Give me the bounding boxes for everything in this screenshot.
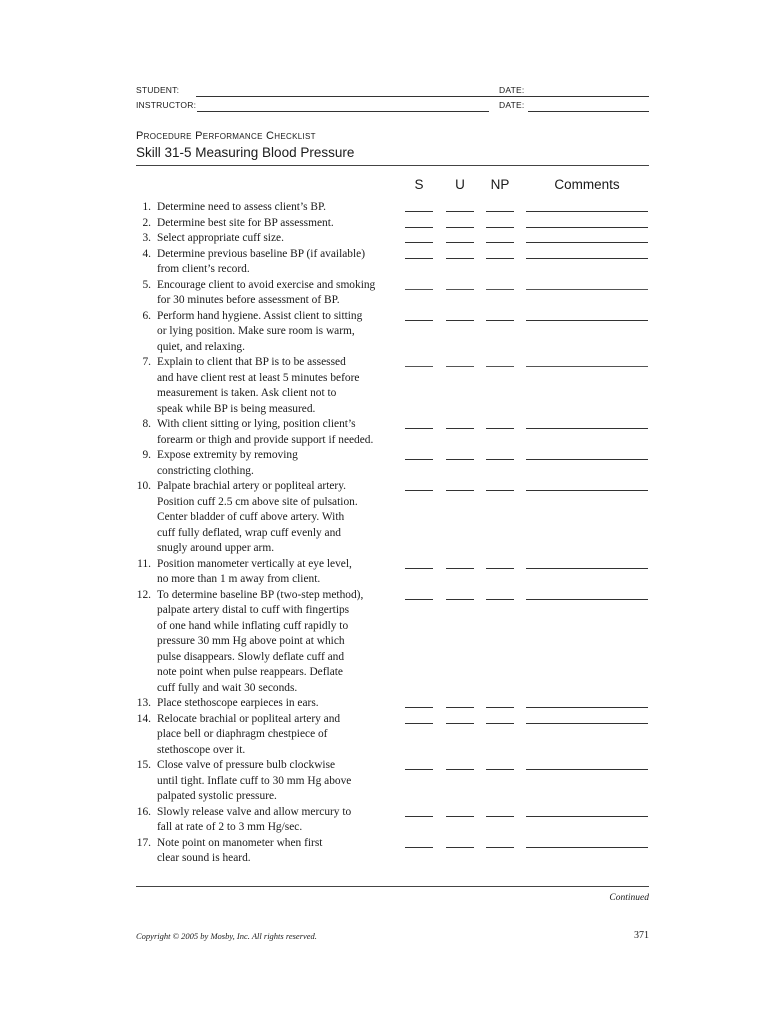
- step-text: [157, 805, 407, 836]
- step-text-line: Determine best site for BP assessment.: [157, 216, 334, 229]
- u-blank[interactable]: [446, 568, 474, 569]
- step-number: 3.: [142, 232, 151, 244]
- np-blank[interactable]: [486, 289, 514, 290]
- step-text-line: Position manometer vertically at eye level,: [157, 557, 352, 570]
- checklist-step: [130, 479, 405, 557]
- step-number: 12.: [136, 588, 151, 601]
- s-blank[interactable]: [405, 707, 433, 708]
- step-text-line: Encourage client to avoid exercise and smoking: [157, 278, 376, 291]
- step-text-line: palpate artery distal to cuff with fingertips: [157, 604, 350, 616]
- s-blank[interactable]: [405, 211, 433, 212]
- footer-rule: [136, 886, 649, 887]
- date-field-2[interactable]: [528, 111, 649, 112]
- step-text-line: Palpate brachial artery or popliteal artery.: [157, 480, 347, 492]
- s-blank[interactable]: [405, 227, 433, 228]
- s-blank[interactable]: [405, 459, 433, 460]
- comments-blank[interactable]: [526, 289, 648, 290]
- step-text: [157, 216, 407, 232]
- s-blank[interactable]: [405, 289, 433, 290]
- step-text: [157, 278, 407, 309]
- s-blank[interactable]: [405, 320, 433, 321]
- step-text-line: from client’s record.: [157, 263, 250, 275]
- step-text-line: palpated systolic pressure.: [157, 790, 277, 802]
- np-blank[interactable]: [486, 490, 514, 491]
- instructor-row: [136, 100, 649, 114]
- step-text-line: of one hand while inflating cuff rapidly to: [157, 619, 349, 632]
- u-blank[interactable]: [446, 366, 474, 367]
- step-number: 5.: [142, 278, 151, 291]
- comments-blank[interactable]: [526, 599, 648, 600]
- checklist-step: [130, 231, 405, 247]
- checklist-step: [130, 247, 405, 278]
- step-text: [157, 588, 407, 697]
- checklist-step: [130, 355, 405, 417]
- comments-blank[interactable]: [526, 847, 648, 848]
- step-text-line: Position cuff 2.5 cm above site of pulsation.: [157, 495, 358, 508]
- checklist-step: [130, 557, 405, 588]
- np-blank[interactable]: [486, 707, 514, 708]
- step-text-line: cuff fully deflated, wrap cuff evenly and: [157, 526, 341, 539]
- step-number: 14.: [136, 712, 151, 725]
- step-number: 4.: [142, 247, 151, 260]
- comments-blank[interactable]: [526, 459, 648, 460]
- comments-blank[interactable]: [526, 723, 648, 724]
- checklist-step: [130, 448, 405, 479]
- step-text-line: Relocate brachial or popliteal artery and: [157, 712, 341, 725]
- continued-note: Continued: [609, 893, 649, 903]
- page-number: 371: [634, 930, 649, 941]
- date-field-1[interactable]: [528, 96, 649, 97]
- step-text-line: Expose extremity by removing: [157, 449, 298, 461]
- u-blank[interactable]: [446, 769, 474, 770]
- step-number: 6.: [142, 309, 151, 322]
- step-text-line: snugly around upper arm.: [157, 542, 275, 554]
- s-blank[interactable]: [405, 723, 433, 724]
- checklist-step: [130, 696, 405, 712]
- step-number: 13.: [136, 697, 151, 709]
- step-text: [157, 417, 407, 448]
- title-rule: [136, 165, 649, 166]
- checklist-step: [130, 309, 405, 356]
- u-blank[interactable]: [446, 258, 474, 259]
- column-header-np: NP: [490, 177, 510, 192]
- checklist-kicker: Procedure Performance Checklist: [136, 130, 316, 142]
- step-text-line: Slowly release valve and allow mercury to: [157, 805, 352, 818]
- u-blank[interactable]: [446, 707, 474, 708]
- step-text-line: Center bladder of cuff above artery. With: [157, 511, 345, 523]
- step-text-line: until tight. Inflate cuff to 30 mm Hg above: [157, 774, 352, 787]
- np-blank[interactable]: [486, 816, 514, 817]
- step-text-line: Determine need to assess client’s BP.: [157, 201, 326, 213]
- step-text: [157, 758, 407, 805]
- u-blank[interactable]: [446, 599, 474, 600]
- np-blank[interactable]: [486, 568, 514, 569]
- s-blank[interactable]: [405, 599, 433, 600]
- u-blank[interactable]: [446, 289, 474, 290]
- comments-blank[interactable]: [526, 258, 648, 259]
- np-blank[interactable]: [486, 211, 514, 212]
- step-text-line: Explain to client that BP is to be assessed: [157, 356, 346, 368]
- u-blank[interactable]: [446, 459, 474, 460]
- date-label-1: DATE:: [499, 85, 525, 95]
- np-blank[interactable]: [486, 242, 514, 243]
- step-text-line: To determine baseline BP (two-step method),: [157, 588, 364, 601]
- np-blank[interactable]: [486, 459, 514, 460]
- step-number: 1.: [142, 201, 151, 213]
- student-row: [136, 85, 649, 99]
- step-text: [157, 309, 407, 356]
- u-blank[interactable]: [446, 320, 474, 321]
- step-text-line: forearm or thigh and provide support if needed.: [157, 433, 374, 446]
- u-blank[interactable]: [446, 227, 474, 228]
- s-blank[interactable]: [405, 490, 433, 491]
- step-text-line: measurement is taken. Ask client not to: [157, 387, 337, 399]
- step-text-line: or lying position. Make sure room is warm,: [157, 325, 355, 337]
- step-text-line: quiet, and relaxing.: [157, 340, 245, 353]
- column-header-comments: Comments: [554, 177, 620, 192]
- step-number: 9.: [142, 449, 151, 461]
- comments-blank[interactable]: [526, 227, 648, 228]
- step-text-line: stethoscope over it.: [157, 743, 246, 756]
- step-number: 2.: [142, 216, 151, 229]
- comments-blank[interactable]: [526, 428, 648, 429]
- np-blank[interactable]: [486, 227, 514, 228]
- s-blank[interactable]: [405, 242, 433, 243]
- np-blank[interactable]: [486, 320, 514, 321]
- s-blank[interactable]: [405, 366, 433, 367]
- column-header-s: S: [414, 177, 424, 192]
- np-blank[interactable]: [486, 847, 514, 848]
- checklist-step: [130, 805, 405, 836]
- comments-blank[interactable]: [526, 816, 648, 817]
- comments-blank[interactable]: [526, 320, 648, 321]
- np-blank[interactable]: [486, 723, 514, 724]
- checklist-step: [130, 216, 405, 232]
- step-text-line: With client sitting or lying, position client’s: [157, 418, 356, 430]
- comments-blank[interactable]: [526, 242, 648, 243]
- student-label: STUDENT:: [136, 85, 180, 95]
- np-blank[interactable]: [486, 366, 514, 367]
- step-text-line: Perform hand hygiene. Assist client to sitting: [157, 309, 363, 322]
- step-text-line: fall at rate of 2 to 3 mm Hg/sec.: [157, 821, 303, 833]
- checklist-step: [130, 588, 405, 697]
- step-text-line: pulse disappears. Slowly deflate cuff and: [157, 650, 345, 663]
- s-blank[interactable]: [405, 847, 433, 848]
- u-blank[interactable]: [446, 723, 474, 724]
- s-blank[interactable]: [405, 568, 433, 569]
- step-text-line: place bell or diaphragm chestpiece of: [157, 728, 328, 740]
- u-blank[interactable]: [446, 490, 474, 491]
- step-text-line: constricting clothing.: [157, 464, 254, 477]
- step-text-line: Note point on manometer when first: [157, 836, 323, 849]
- instructor-field[interactable]: [197, 111, 489, 112]
- step-text-line: Close valve of pressure bulb clockwise: [157, 759, 336, 771]
- step-text-line: and have client rest at least 5 minutes before: [157, 371, 360, 384]
- checklist-step: [130, 836, 405, 867]
- step-text: [157, 200, 407, 216]
- comments-blank[interactable]: [526, 769, 648, 770]
- step-text-line: cuff fully and wait 30 seconds.: [157, 681, 298, 694]
- skill-title: Skill 31-5 Measuring Blood Pressure: [136, 145, 355, 160]
- step-number: 10.: [136, 480, 151, 492]
- step-number: 8.: [142, 418, 151, 430]
- step-text-line: no more than 1 m away from client.: [157, 573, 321, 585]
- date-label-2: DATE:: [499, 100, 525, 110]
- step-text: [157, 448, 407, 479]
- u-blank[interactable]: [446, 211, 474, 212]
- np-blank[interactable]: [486, 599, 514, 600]
- u-blank[interactable]: [446, 242, 474, 243]
- step-text: [157, 696, 407, 712]
- checklist-step: [130, 278, 405, 309]
- step-text: [157, 836, 407, 867]
- step-text: [157, 557, 407, 588]
- step-text: [157, 479, 407, 557]
- checklist-step: [130, 417, 405, 448]
- s-blank[interactable]: [405, 816, 433, 817]
- s-blank[interactable]: [405, 428, 433, 429]
- column-header-u: U: [455, 177, 465, 192]
- comments-blank[interactable]: [526, 568, 648, 569]
- comments-blank[interactable]: [526, 366, 648, 367]
- s-blank[interactable]: [405, 769, 433, 770]
- u-blank[interactable]: [446, 847, 474, 848]
- np-blank[interactable]: [486, 769, 514, 770]
- step-text-line: for 30 minutes before assessment of BP.: [157, 294, 340, 306]
- step-text-line: Determine previous baseline BP (if available): [157, 247, 366, 260]
- step-text-line: note point when pulse reappears. Deflate: [157, 666, 343, 678]
- step-number: 15.: [136, 759, 151, 771]
- step-text: [157, 355, 407, 417]
- step-number: 17.: [136, 836, 151, 849]
- checklist-step: [130, 200, 405, 216]
- step-text-line: pressure 30 mm Hg above point at which: [157, 635, 345, 647]
- step-number: 16.: [136, 805, 151, 818]
- step-text-line: Select appropriate cuff size.: [157, 232, 284, 244]
- instructor-label: INSTRUCTOR:: [136, 100, 197, 110]
- np-blank[interactable]: [486, 258, 514, 259]
- step-text-line: speak while BP is being measured.: [157, 402, 316, 415]
- step-number: 7.: [142, 356, 151, 368]
- s-blank[interactable]: [405, 258, 433, 259]
- u-blank[interactable]: [446, 816, 474, 817]
- u-blank[interactable]: [446, 428, 474, 429]
- step-text-line: clear sound is heard.: [157, 852, 251, 864]
- comments-blank[interactable]: [526, 211, 648, 212]
- checklist-step: [130, 712, 405, 759]
- comments-blank[interactable]: [526, 490, 648, 491]
- np-blank[interactable]: [486, 428, 514, 429]
- step-text: [157, 712, 407, 759]
- copyright-notice: Copyright © 2005 by Mosby, Inc. All rights reserved.: [136, 931, 317, 941]
- step-text-line: Place stethoscope earpieces in ears.: [157, 697, 319, 709]
- comments-blank[interactable]: [526, 707, 648, 708]
- step-text: [157, 231, 407, 247]
- step-number: 11.: [137, 557, 151, 570]
- step-text: [157, 247, 407, 278]
- checklist-step: [130, 758, 405, 805]
